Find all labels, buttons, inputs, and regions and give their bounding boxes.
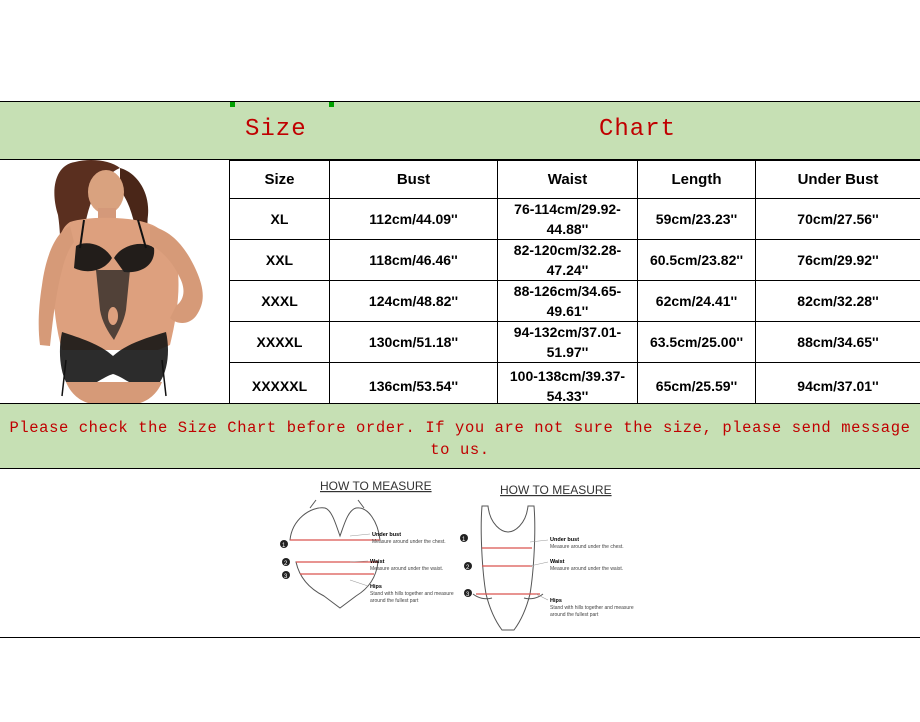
length-cell: 60.5cm/23.82'' — [638, 240, 756, 281]
measure-desc: Stand with hills together and measure — [550, 605, 634, 611]
cell-marker — [230, 102, 235, 107]
measure-label: Waist — [370, 559, 385, 565]
marker-number: 1 — [462, 537, 466, 543]
under-bust-cell: 76cm/29.92'' — [756, 240, 920, 281]
notice-text — [0, 417, 920, 461]
measure-heading: HOW TO MEASURE — [320, 479, 432, 493]
measure-label: Under bust — [372, 532, 402, 538]
waist-line: 49.61'' — [546, 303, 589, 319]
size-cell: XXXXL — [230, 322, 330, 363]
column-header: Length — [638, 161, 756, 199]
size-cell: XXL — [230, 240, 330, 281]
measurement-guide — [270, 470, 650, 635]
waist-line: 82-120cm/32.28- — [513, 242, 622, 258]
bust-cell: 130cm/51.18'' — [330, 322, 498, 363]
cell-marker — [329, 102, 334, 107]
waist-line: 94-132cm/37.01- — [513, 324, 622, 340]
marker-number: 3 — [284, 574, 288, 580]
header-title-size: Size — [245, 116, 307, 143]
notice-bottom-rule — [0, 468, 920, 469]
measure-desc: around the fullest part — [550, 612, 599, 618]
marker-number: 2 — [466, 565, 470, 571]
table-row — [230, 363, 920, 409]
size-chart-header — [0, 102, 920, 160]
under-bust-cell: 82cm/32.28'' — [756, 281, 920, 322]
size-cell: XXXXXL — [230, 363, 330, 409]
waist-line: 54.33'' — [546, 387, 589, 404]
waist-line: 51.97'' — [546, 344, 589, 360]
measure-heading: HOW TO MEASURE — [500, 483, 612, 497]
waist-cell — [498, 199, 638, 240]
marker-number: 1 — [282, 543, 286, 549]
table-row — [230, 199, 920, 240]
waist-line: 44.88'' — [546, 221, 589, 237]
waist-line: 47.24'' — [546, 262, 589, 278]
table-row — [230, 240, 920, 281]
measure-desc: Measure around under the waist. — [550, 566, 624, 572]
length-cell: 62cm/24.41'' — [638, 281, 756, 322]
table-header-row — [230, 161, 920, 199]
marker-number: 2 — [284, 561, 288, 567]
marker-number: 3 — [466, 592, 470, 598]
under-bust-cell: 94cm/37.01'' — [756, 363, 920, 409]
waist-cell — [498, 281, 638, 322]
waist-cell — [498, 240, 638, 281]
measure-label: Waist — [550, 559, 565, 565]
column-header: Under Bust — [756, 161, 920, 199]
bust-cell: 118cm/46.46'' — [330, 240, 498, 281]
under-bust-cell: 88cm/34.65'' — [756, 322, 920, 363]
product-photo — [0, 160, 229, 403]
waist-cell — [498, 363, 638, 409]
measure-desc: Measure around under the chest. — [550, 544, 624, 550]
notice-line: to us. — [430, 441, 490, 459]
measure-label: Hips — [550, 598, 562, 604]
measure-diagram — [270, 470, 650, 635]
measure-desc: Measure around under the chest. — [372, 539, 446, 545]
notice-line: Please check the Size Chart before order. If you are not sure the size, please send message — [9, 419, 911, 437]
waist-line: 88-126cm/34.65- — [513, 283, 622, 299]
measure-desc: Measure around under the waist. — [370, 566, 444, 572]
measure-label: Hips — [370, 584, 382, 590]
waist-line: 100-138cm/39.37- — [509, 367, 626, 384]
column-header: Waist — [498, 161, 638, 199]
measure-desc: Stand with hills together and measure — [370, 591, 454, 597]
bottom-rule — [0, 637, 920, 638]
order-notice — [0, 404, 920, 468]
size-cell: XXXL — [230, 281, 330, 322]
under-bust-cell: 70cm/27.56'' — [756, 199, 920, 240]
size-table — [229, 160, 920, 409]
bust-cell: 112cm/44.09'' — [330, 199, 498, 240]
measure-label: Under bust — [550, 537, 580, 543]
length-cell: 63.5cm/25.00'' — [638, 322, 756, 363]
column-header: Bust — [330, 161, 498, 199]
column-header: Size — [230, 161, 330, 199]
waist-line: 76-114cm/29.92- — [514, 201, 621, 217]
waist-cell — [498, 322, 638, 363]
bust-cell: 136cm/53.54'' — [330, 363, 498, 409]
bust-cell: 124cm/48.82'' — [330, 281, 498, 322]
size-cell: XL — [230, 199, 330, 240]
table-row — [230, 322, 920, 363]
model-illustration — [0, 160, 229, 403]
measure-desc: around the fullest part — [370, 598, 419, 604]
header-title-chart: Chart — [599, 116, 677, 143]
length-cell: 65cm/25.59'' — [638, 363, 756, 409]
table-row — [230, 281, 920, 322]
length-cell: 59cm/23.23'' — [638, 199, 756, 240]
